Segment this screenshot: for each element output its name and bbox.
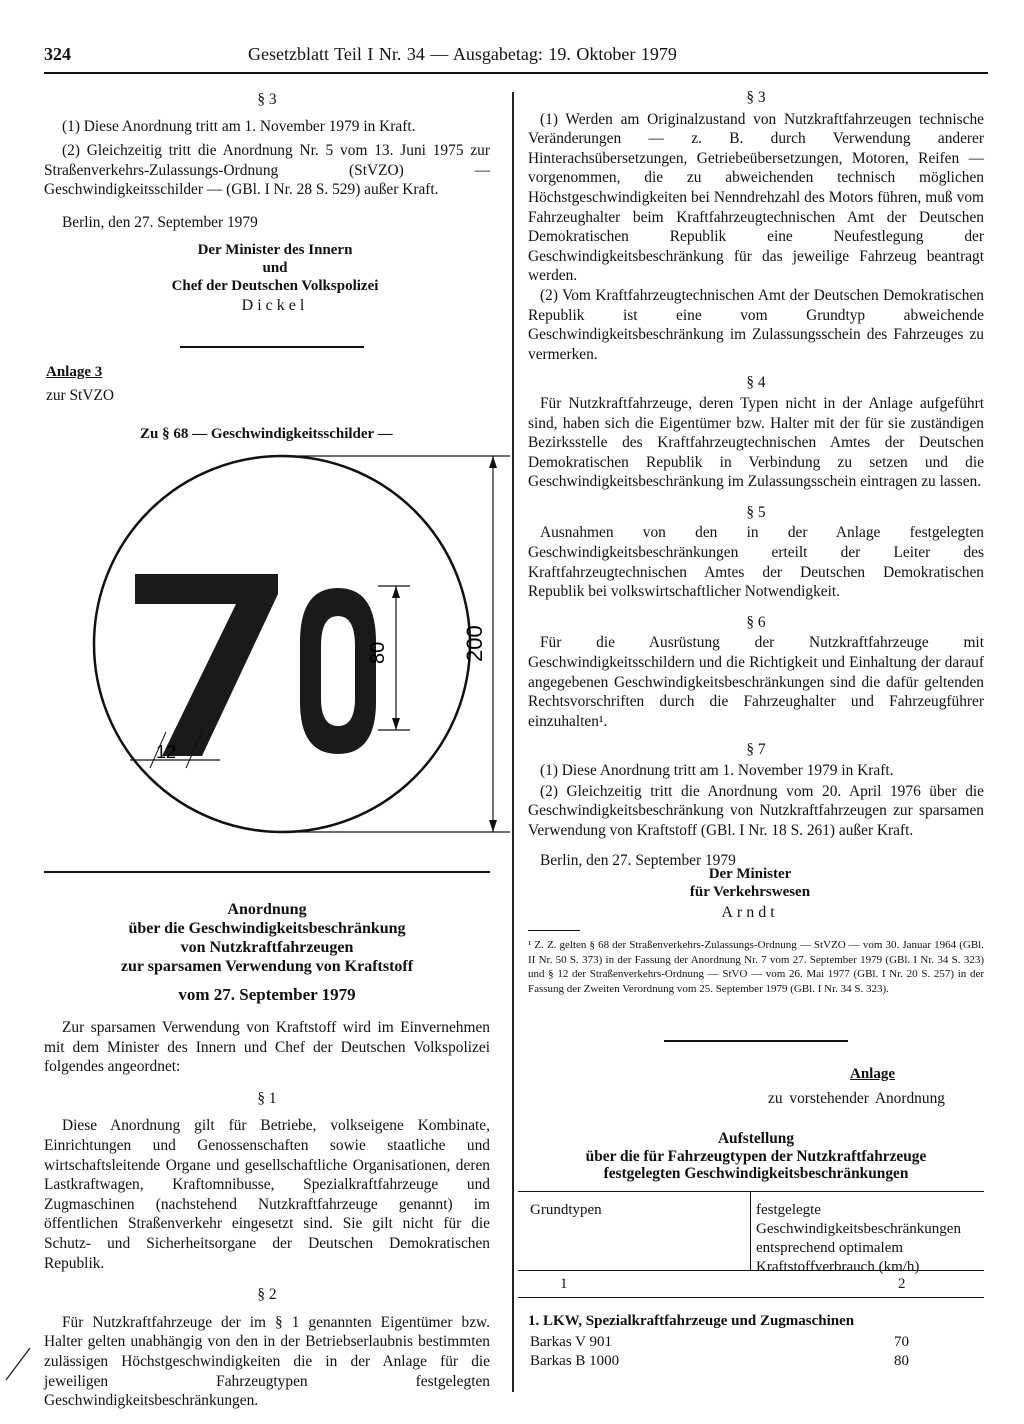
anordnung-title-line: über die Geschwindigkeitsbeschränkung <box>128 920 406 937</box>
anordnung-title <box>44 900 490 1004</box>
anlage-subtitle: zu vorstehender Anordnung <box>768 1090 945 1107</box>
left-column <box>44 90 490 233</box>
paragraph: Für Nutzkraftfahrzeuge der im § 1 genannten Eigentümer bzw. Halter gelten unabhängig von den in der Betriebserlaubnis bestimmten zulässigen Höchstgeschwindigkeiten die in der Anlage für die jeweiligen Fahrzeugtypen festgelegten Geschwindigkeitsbeschränkungen. <box>44 1313 490 1410</box>
signature-title: Chef der Deutschen Volkspolizei <box>171 278 379 294</box>
table-row-type: Barkas V 901 <box>530 1334 612 1350</box>
table-title-line: über die für Fahrzeugtypen der Nutzkraftfahrzeuge <box>585 1147 927 1165</box>
table-section-heading: 1. LKW, Spezialkraftfahrzeuge und Zugmaschinen <box>528 1313 855 1329</box>
table-col-rule <box>750 1191 751 1270</box>
signature-title: Der Minister des Innern <box>197 242 353 258</box>
signature-block <box>110 241 440 295</box>
table-col-number: 1 <box>560 1276 568 1292</box>
table-row-type: Barkas B 1000 <box>530 1353 620 1369</box>
anordnung-title-line: Anordnung <box>227 901 307 918</box>
anlage-label: Anlage 3 <box>46 364 103 380</box>
section-heading: § 2 <box>257 1286 277 1304</box>
table-rule <box>518 1191 984 1192</box>
separator-rule <box>180 346 364 348</box>
separator-rule <box>664 1040 848 1042</box>
page-number: 324 <box>44 44 71 64</box>
table-row-speed: 70 <box>894 1334 909 1350</box>
dim-label-12: 12 <box>156 742 177 762</box>
place-date: Berlin, den 27. September 1979 <box>62 213 258 231</box>
section-heading: § 3 <box>746 89 766 106</box>
table-col-number: 2 <box>898 1276 906 1292</box>
table-title <box>528 1130 984 1183</box>
digit-seven-shape <box>135 574 278 756</box>
paragraph: Ausnahmen von den in der Anlage festgelegten Geschwindigkeitsbeschränkungen erteilt der Leiter des Kraftfahrzeugtechnischen Amtes der Deutschen Demokratischen Republik bei volkswirtschaftlicher Notwendigkeit. <box>528 524 984 601</box>
paragraph: (2) Vom Kraftfahrzeugtechnischen Amt der Deutschen Demokratischen Republik ist eine vom Grundtyp abweichende Geschwindigkeitsbeschränkung im Zulassungsschein des Fahrzeuges zu vermerken. <box>528 286 984 363</box>
section-heading: § 7 <box>746 741 766 759</box>
separator-rule <box>44 871 490 873</box>
section-heading: § 6 <box>746 613 766 631</box>
table-rule <box>518 1270 984 1271</box>
speed-table <box>518 1191 984 1376</box>
paragraph: (2) Gleichzeitig tritt die Anordnung Nr. 5 vom 13. Juni 1975 zur Straßenverkehrs-Zulassungs-Ordnung (StVZO) — Geschwindigkeitsschilder — (GBl. I Nr. 28 S. 529) außer Kraft. <box>44 142 490 199</box>
paragraph: Für die Ausrüstung der Nutzkraftfahrzeuge mit Geschwindigkeitsschildern und die Richtigkeit und Einhaltung der darauf angegebenen Geschwindigkeitsbeschränkungen sind die dafür geltenden Rechtsvorschriften durch die Fahrzeughalter und Fahrzeugführer einzuhalten¹. <box>528 634 984 730</box>
column-divider <box>512 92 514 1392</box>
signature-name: Dickel <box>241 297 309 314</box>
footnote: ¹ Z. Z. gelten § 68 der Straßenverkehrs-Zulassungs-Ordnung — StVZO — vom 30. Januar 1964 (GBl. II Nr. 50 S. 373) in der Fassung der Anordnung Nr. 7 vom 27. September 1979 (GBl. I Nr. 34 S. 323) und § 12 der Straßenverkehrs-Ordnung — StVO — vom 26. Mai 1977 (GBl. I Nr. 20 S. 257) in der Fassung der Zweiten Verordnung vom 25. September 1979 (GBl. I Nr. 34 S. 323). <box>528 939 984 995</box>
paragraph: (2) Gleichzeitig tritt die Anordnung vom 20. April 1976 über die Geschwindigkeitsbeschränkung von Nutzkraftfahrzeugen zur sparsamen Verwendung von Kraftstoff (GBl. I Nr. 18 S. 261) außer Kraft. <box>528 782 984 839</box>
left-column-body <box>44 1018 490 1411</box>
anordnung-date: vom 27. September 1979 <box>178 985 356 1004</box>
section-heading: § 4 <box>746 374 766 392</box>
signature-block <box>600 865 900 901</box>
paragraph: (1) Werden am Originalzustand von Nutzkraftfahrzeugen technische Veränderungen — z. B. durch Verwendung anderer Hinterachsübersetzungen, Getriebeübersetzungen, Motoren, Reifen — vorgenommen, die zu abweichenden technisch möglichen Höchstgeschwindigkeiten bei Nenndrehzahl des Motors führen, muß vom Fahrzeughalter beim Kraftfahrzeugtechnischen Amt der Deutschen Demokratischen Republik eine Neufestlegung der Geschwindigkeitsbeschränkung für das jeweilige Fahrzeug beantragt werden. <box>528 110 984 285</box>
table-title-line: festgelegten Geschwindigkeitsbeschränkungen <box>603 1165 909 1182</box>
anlage-label: Anlage <box>850 1066 895 1082</box>
place-date: Berlin, den 27. September 1979 <box>540 852 736 870</box>
speed-sign-figure <box>40 452 510 854</box>
section-heading: § 3 <box>257 91 277 108</box>
section-heading: § 1 <box>257 1089 277 1107</box>
table-header-speed: festgelegte Geschwindigkeitsbeschränkungen entsprechend optimalem Kraftstoffverbrauch (km/h) <box>756 1202 961 1275</box>
signature-title: und <box>262 260 288 276</box>
dim-label-200: 200 <box>462 625 487 662</box>
anordnung-title-line: zur sparsamen Verwendung von Kraftstoff <box>120 958 414 975</box>
right-column <box>528 88 984 871</box>
paragraph: Für Nutzkraftfahrzeuge, deren Typen nicht in der Anlage aufgeführt sind, haben sich die Eigentümer bzw. Halter mit der für sie zuständigen Bezirksstelle des Kraftfahrzeugtechnischen Amtes der Deutschen Demokratischen Republik in Verbindung zu setzen und die Geschwindigkeitsbeschränkung im Zulassungsschein eintragen zu lassen. <box>528 394 984 491</box>
signature-name: Arndt <box>721 904 779 921</box>
sign-number: 70 <box>40 452 41 453</box>
table-title-line: Aufstellung <box>717 1130 795 1147</box>
paragraph: (1) Diese Anordnung tritt am 1. November 1979 in Kraft. <box>62 117 416 135</box>
figure-caption: Zu § 68 — Geschwindigkeitsschilder — <box>140 426 393 442</box>
signature-title: Der Minister <box>708 866 792 882</box>
margin-pen-mark <box>0 1340 40 1386</box>
page-header-title: Gesetzblatt Teil I Nr. 34 — Ausgabetag: 19. Oktober 1979 <box>248 44 677 64</box>
dim-label-80: 80 <box>367 641 389 664</box>
digit-zero-shape <box>300 588 376 754</box>
anlage-subtitle: zur StVZO <box>46 387 114 404</box>
footnote-rule <box>528 930 580 931</box>
anordnung-title-line: von Nutzkraftfahrzeugen <box>180 939 354 956</box>
preamble: Zur sparsamen Verwendung von Kraftstoff wird im Einvernehmen mit dem Minister des Innern und Chef der Deutschen Volkspolizei folgendes angeordnet: <box>44 1019 490 1076</box>
paragraph: Diese Anordnung gilt für Betriebe, volkseigene Kombinate, Einrichtungen und Genossenschaften sowie staatliche und wirtschaftsleitende Organe und gesellschaftliche Organisationen, deren Lastkraftwagen, Kraftomnibusse, Spezialkraftfahrzeuge und Zugmaschinen (nachstehend Nutzkraftfahrzeuge genannt) im öffentlichen Straßenverkehr eingesetzt sind. Sie gilt nicht für die Schutz- und Sicherheitsorgane der Deutschen Demokratischen Republik. <box>44 1117 490 1272</box>
table-rule <box>518 1297 984 1298</box>
table-row-speed: 80 <box>894 1353 909 1369</box>
table-header-grundtypen: Grundtypen <box>530 1202 602 1218</box>
section-heading: § 5 <box>746 503 766 521</box>
signature-title: für Verkehrswesen <box>689 884 811 900</box>
speed-sign-circle <box>94 456 470 832</box>
paragraph: (1) Diese Anordnung tritt am 1. November 1979 in Kraft. <box>540 762 894 779</box>
header-rule <box>44 72 988 74</box>
